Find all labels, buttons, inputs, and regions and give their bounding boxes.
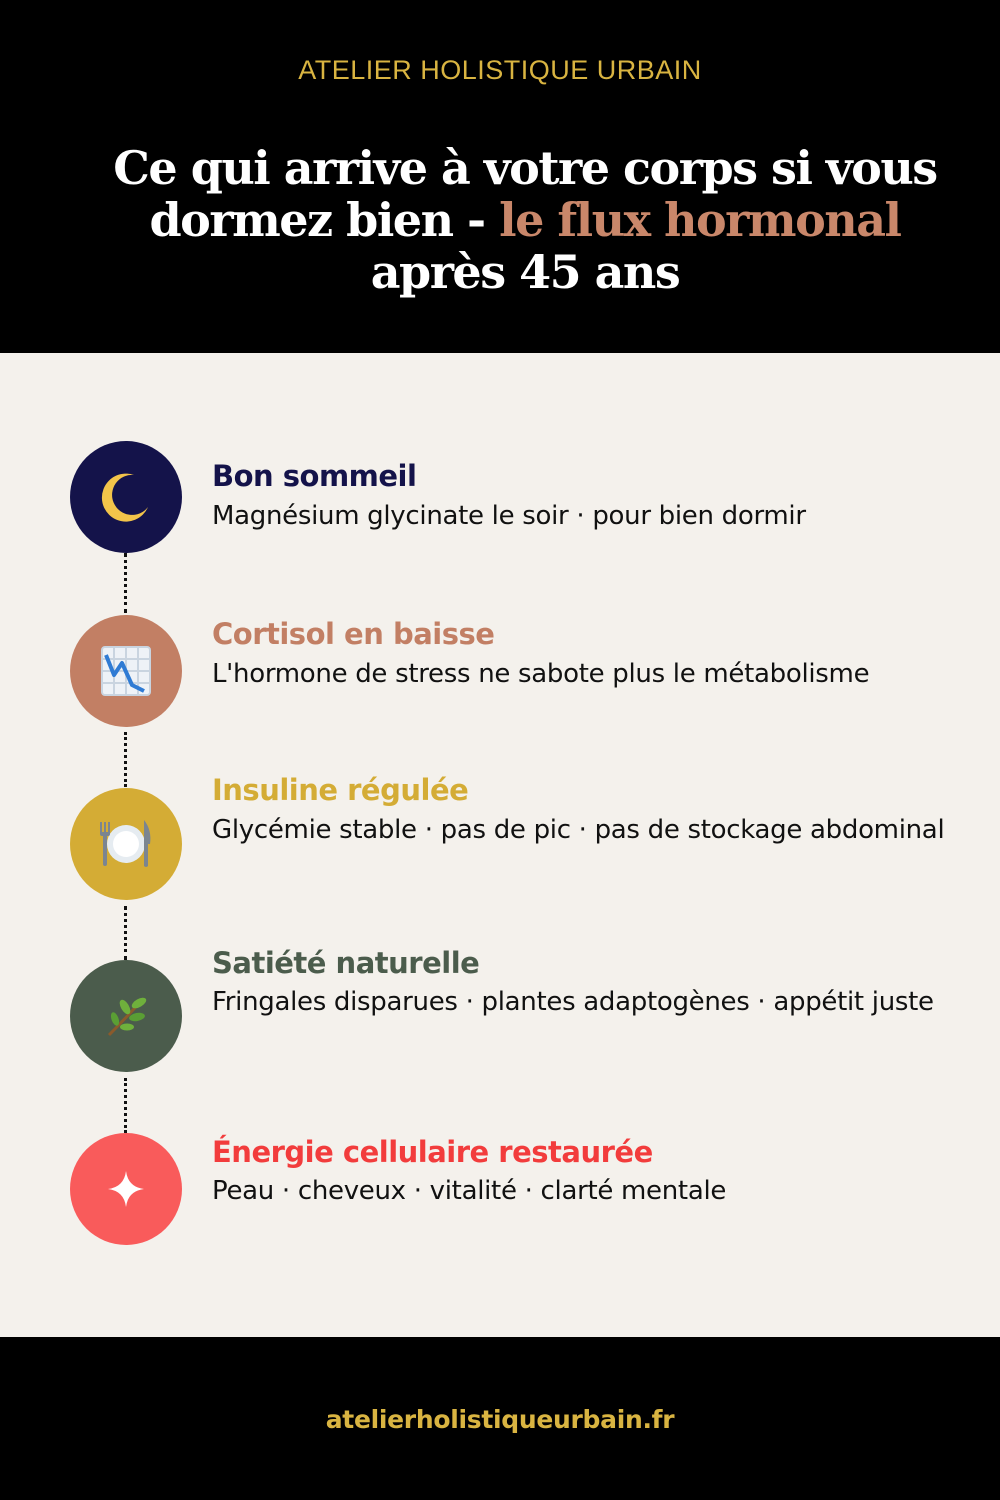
sparkle-icon bbox=[70, 1133, 182, 1245]
website-url[interactable]: atelierholistiqueurbain.fr bbox=[325, 1405, 675, 1434]
brand-name: ATELIER HOLISTIQUE URBAIN bbox=[298, 55, 702, 85]
herb-icon bbox=[70, 960, 182, 1072]
header bbox=[0, 0, 1000, 353]
timeline-connector bbox=[124, 1078, 127, 1133]
item-description: L'hormone de stress ne sabote plus le métabolisme bbox=[212, 659, 870, 689]
timeline-connector bbox=[124, 553, 127, 613]
item-title: Cortisol en baisse bbox=[212, 617, 495, 651]
title-line-2-start: dormez bien - bbox=[149, 193, 500, 247]
title-line-3: après 45 ans bbox=[370, 245, 680, 299]
timeline-connector bbox=[124, 906, 127, 960]
crescent-moon-icon bbox=[70, 441, 182, 553]
chart-decreasing-icon bbox=[70, 615, 182, 727]
item-description: Peau · cheveux · vitalité · clarté mentale bbox=[212, 1176, 727, 1206]
title-accent: le flux hormonal bbox=[499, 193, 901, 247]
item-title: Bon sommeil bbox=[212, 459, 417, 493]
timeline bbox=[0, 353, 1000, 1337]
item-title: Insuline régulée bbox=[212, 773, 469, 807]
title-line-2 bbox=[100, 194, 950, 246]
item-description: Magnésium glycinate le soir · pour bien dormir bbox=[212, 501, 806, 531]
item-description: Fringales disparues · plantes adaptogènes · appétit juste bbox=[212, 987, 934, 1017]
footer bbox=[0, 1337, 1000, 1500]
title-line-1: Ce qui arrive à votre corps si vous bbox=[113, 141, 937, 195]
item-title: Énergie cellulaire restaurée bbox=[212, 1135, 653, 1169]
timeline-connector bbox=[124, 732, 127, 787]
item-title: Satiété naturelle bbox=[212, 946, 480, 980]
item-description: Glycémie stable · pas de pic · pas de stockage abdominal bbox=[212, 815, 945, 845]
fork-knife-plate-icon bbox=[70, 788, 182, 900]
page-title bbox=[100, 142, 950, 298]
